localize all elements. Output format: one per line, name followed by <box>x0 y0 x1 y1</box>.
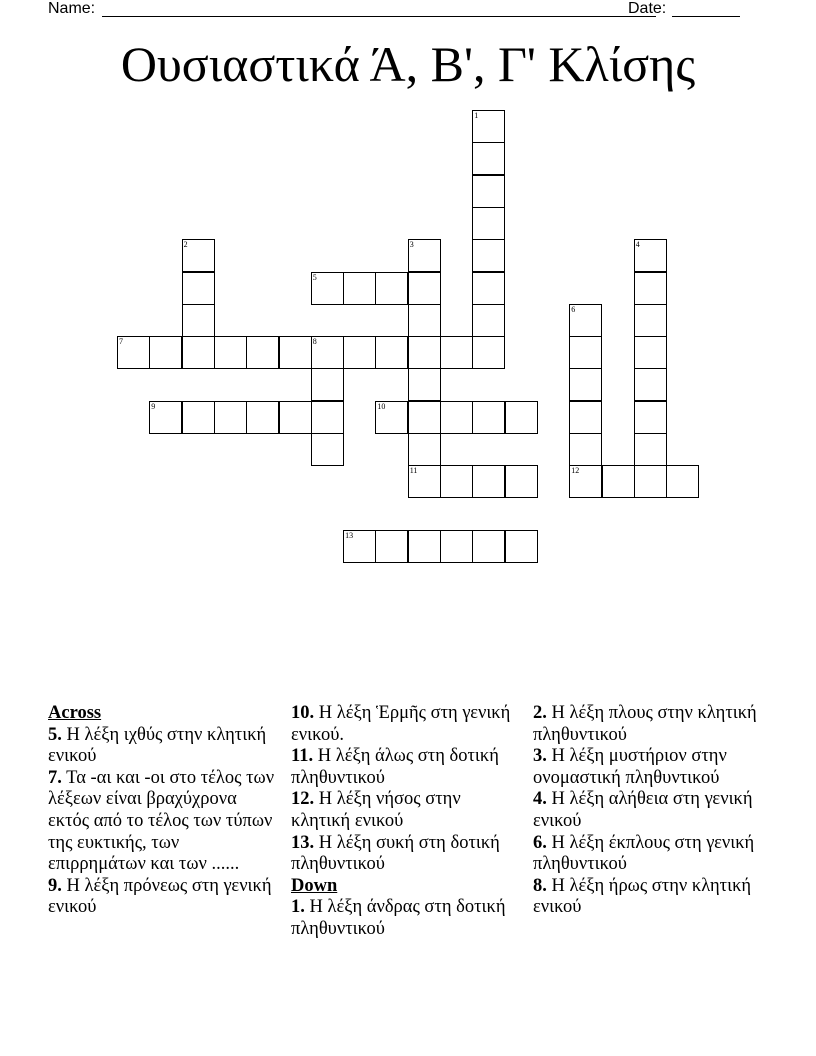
name-label: Name: <box>48 0 96 17</box>
crossword-cell[interactable] <box>666 465 699 498</box>
clue-across-12 <box>291 789 523 832</box>
cell-number: 4 <box>635 240 640 250</box>
clue-text: Η λέξη Ἑρμῆς στη γενική ενικού. <box>291 703 511 745</box>
clue-text: Η λέξη πλους στην κλητική πληθυντικού <box>533 703 757 745</box>
crossword-cell[interactable] <box>279 401 312 434</box>
crossword-cell[interactable] <box>408 368 441 401</box>
crossword-cell[interactable] <box>343 530 376 563</box>
cell-number: 13 <box>345 530 354 540</box>
crossword-cell[interactable] <box>408 401 441 434</box>
clue-number: 8. <box>533 875 547 896</box>
crossword-cell[interactable] <box>182 304 215 337</box>
crossword-cell[interactable] <box>408 336 441 369</box>
crossword-cell[interactable] <box>182 336 215 369</box>
clue-number: 4. <box>533 789 547 810</box>
clues-column-1 <box>48 703 280 919</box>
crossword-cell[interactable] <box>343 336 376 369</box>
cell-number: 6 <box>571 304 576 314</box>
crossword-cell[interactable] <box>279 336 312 369</box>
crossword-cell[interactable] <box>408 530 441 563</box>
across-heading: Across <box>48 703 102 723</box>
crossword-cell[interactable] <box>408 465 441 498</box>
crossword-cell[interactable] <box>569 336 602 369</box>
crossword-cell[interactable] <box>634 272 667 305</box>
crossword-cell[interactable] <box>634 368 667 401</box>
crossword-cell[interactable] <box>569 368 602 401</box>
clues-column-3 <box>533 703 765 919</box>
clue-text: Τα -αι και -οι στο τέλος των λέξεων είναι βραχύχρονα εκτός από το τέλος των τύπων της ευκτικής, των επιρρημάτων και των ...... <box>48 767 275 875</box>
clue-text: Η λέξη ιχθύς στην κλητική ενικού <box>48 724 267 767</box>
clues-column-2 <box>291 703 523 941</box>
crossword-cell[interactable] <box>214 336 247 369</box>
cell-number: 1 <box>474 111 479 120</box>
clue-number: 3. <box>533 746 547 767</box>
crossword-cell[interactable] <box>408 304 441 337</box>
crossword-cell[interactable] <box>311 401 344 434</box>
clue-text: Η λέξη νήσος στην κλητική ενικού <box>291 789 461 831</box>
crossword-cell[interactable] <box>634 433 667 466</box>
clue-down-4 <box>533 789 765 832</box>
clue-down-1 <box>291 897 523 940</box>
crossword-cell[interactable] <box>408 272 441 305</box>
crossword-cell[interactable] <box>182 401 215 434</box>
clue-number: 7. <box>48 767 62 788</box>
clue-across-5 <box>48 725 280 768</box>
crossword-cell[interactable] <box>472 530 505 563</box>
clue-down-8 <box>533 876 765 919</box>
crossword-cell[interactable] <box>214 401 247 434</box>
crossword-cell[interactable] <box>472 239 505 272</box>
crossword-cell[interactable] <box>472 272 505 305</box>
crossword-cell[interactable] <box>505 401 538 434</box>
crossword-cell[interactable] <box>569 433 602 466</box>
crossword-cell[interactable] <box>472 304 505 337</box>
cell-number: 3 <box>409 240 414 250</box>
crossword-cell[interactable] <box>440 401 473 434</box>
down-heading: Down <box>291 875 338 896</box>
crossword-cell[interactable] <box>246 401 279 434</box>
clue-text: Η λέξη άλως στη δοτική πληθυντικού <box>291 746 499 788</box>
cell-number: 7 <box>119 337 123 347</box>
crossword-cell[interactable] <box>472 465 505 498</box>
clue-text: Η λέξη έκπλους στη γενική πληθυντικού <box>533 832 755 875</box>
crossword-cell[interactable] <box>472 175 505 208</box>
crossword-cell[interactable] <box>602 465 635 498</box>
crossword-cell[interactable] <box>440 465 473 498</box>
crossword-cell[interactable] <box>311 336 344 369</box>
crossword-cell[interactable] <box>408 433 441 466</box>
crossword-cell[interactable] <box>149 401 182 434</box>
clue-across-13 <box>291 833 523 876</box>
crossword-cell[interactable] <box>634 304 667 337</box>
clue-text: Η λέξη ήρως στην κλητική ενικού <box>533 875 752 918</box>
cell-number: 12 <box>571 466 580 476</box>
clue-number: 12. <box>291 789 315 810</box>
crossword-cell[interactable] <box>408 239 441 272</box>
cell-number: 10 <box>377 401 386 411</box>
crossword-cell[interactable] <box>569 465 602 498</box>
crossword-cell[interactable] <box>440 336 473 369</box>
clue-across-9 <box>48 876 280 919</box>
clue-across-7 <box>48 768 280 876</box>
clue-text: Η λέξη αλήθεια στη γενική ενικού <box>533 789 753 831</box>
clue-number: 13. <box>291 832 315 853</box>
crossword-cell[interactable] <box>440 530 473 563</box>
clue-text: Η λέξη άνδρας στη δοτική πληθυντικού <box>291 897 506 939</box>
clue-across-10 <box>291 703 523 746</box>
cell-number: 11 <box>409 466 418 476</box>
crossword-cell[interactable] <box>182 272 215 305</box>
crossword-cell[interactable] <box>505 465 538 498</box>
crossword-cell[interactable] <box>569 401 602 434</box>
clue-down-2 <box>533 703 765 746</box>
crossword-cell[interactable] <box>375 530 408 563</box>
date-label: Date: <box>628 0 667 17</box>
clue-number: 11. <box>291 746 314 767</box>
crossword-cell[interactable] <box>634 336 667 369</box>
page-title: Ουσιαστικά Ά, Β', Γ' Κλίσης <box>120 36 696 92</box>
crossword-cell[interactable] <box>569 304 602 337</box>
clue-down-6 <box>533 833 765 876</box>
crossword-cell[interactable] <box>634 239 667 272</box>
cell-number: 8 <box>312 337 317 347</box>
crossword-cell[interactable] <box>472 207 505 240</box>
crossword-cell[interactable] <box>182 239 215 272</box>
crossword-cell[interactable] <box>634 465 667 498</box>
cell-number: 5 <box>312 272 317 282</box>
crossword-cell[interactable] <box>472 401 505 434</box>
crossword-cell[interactable] <box>149 336 182 369</box>
crossword-cell[interactable] <box>246 336 279 369</box>
clue-number: 5. <box>48 724 62 745</box>
clue-number: 2. <box>533 703 547 723</box>
clue-number: 10. <box>291 703 315 723</box>
crossword-cell[interactable] <box>375 336 408 369</box>
crossword-cell[interactable] <box>311 368 344 401</box>
cell-number: 2 <box>183 240 188 250</box>
crossword-cell[interactable] <box>472 142 505 175</box>
clue-number: 6. <box>533 832 547 853</box>
crossword-cell[interactable] <box>472 336 505 369</box>
crossword-cell[interactable] <box>505 530 538 563</box>
crossword-cell[interactable] <box>117 336 150 369</box>
clue-number: 9. <box>48 875 62 896</box>
crossword-cell[interactable] <box>311 433 344 466</box>
clue-text: Η λέξη μυστήριον στην ονομαστική πληθυντικού <box>533 746 727 788</box>
crossword-cell[interactable] <box>343 272 376 305</box>
clue-text: Η λέξη συκή στη δοτική πληθυντικού <box>291 832 500 875</box>
crossword-cell[interactable] <box>311 272 344 305</box>
crossword-cell[interactable] <box>472 110 505 143</box>
clue-text: Η λέξη πρόνεως στη γενική ενικού <box>48 875 272 918</box>
crossword-cell[interactable] <box>375 401 408 434</box>
crossword-cell[interactable] <box>375 272 408 305</box>
clue-number: 1. <box>291 897 305 918</box>
cell-number: 9 <box>151 401 156 411</box>
clue-down-3 <box>533 746 765 789</box>
crossword-cell[interactable] <box>634 401 667 434</box>
clue-across-11 <box>291 746 523 789</box>
